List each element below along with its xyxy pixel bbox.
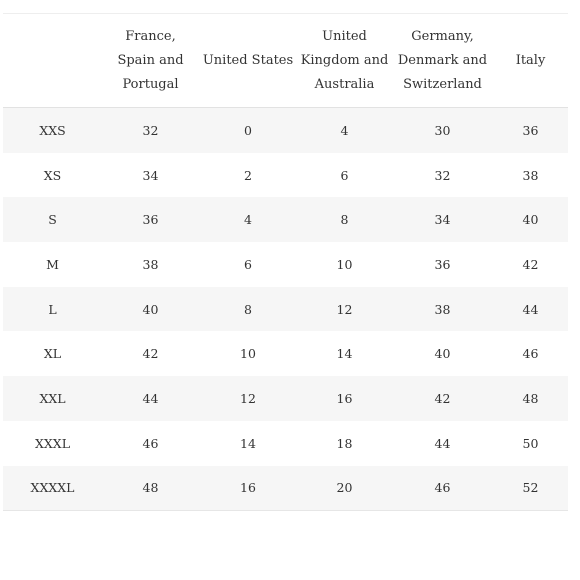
table-cell: 12 (297, 287, 392, 332)
size-label-cell: S (3, 197, 102, 242)
table-cell: 4 (297, 108, 392, 153)
table-cell: 46 (142, 435, 159, 451)
table-row (3, 466, 568, 511)
table-cell: 6 (340, 167, 349, 183)
size-label-cell: XXS (3, 108, 102, 153)
header-cell-france-spain-portugal: France, Spain and Portugal (102, 14, 199, 108)
table-cell: 42 (522, 256, 539, 272)
table-cell: 40 (102, 287, 199, 332)
table-row (3, 153, 568, 198)
table-cell: 6 (244, 256, 252, 272)
table-cell: 36 (493, 108, 568, 153)
table-cell: 44 (102, 376, 199, 421)
header-cell-germany-denmark-switzerland: Germany, Denmark and Switzerland (392, 14, 493, 108)
size-label-cell: XXXL (35, 435, 70, 451)
table-row (3, 197, 568, 242)
table-cell: 40 (434, 346, 451, 362)
size-label-cell: XXL (3, 376, 102, 421)
table-cell: 36 (434, 256, 451, 272)
table-cell: 36 (102, 197, 199, 242)
table-row (3, 331, 568, 376)
table-cell: 14 (240, 435, 256, 451)
table-cell: 32 (102, 108, 199, 153)
size-label-cell: XS (43, 167, 62, 183)
table-row (3, 376, 568, 421)
table-row (3, 421, 568, 466)
table-cell: 32 (434, 167, 451, 183)
table-cell: 12 (199, 376, 297, 421)
table-cell: 14 (336, 346, 353, 362)
table-cell: 38 (522, 167, 539, 183)
size-label-cell: L (3, 287, 102, 332)
table-cell: 46 (392, 466, 493, 511)
table-cell: 38 (392, 287, 493, 332)
table-row (3, 287, 568, 332)
table-row (3, 108, 568, 153)
table-row (3, 242, 568, 287)
table-cell: 8 (297, 197, 392, 242)
table-cell: 48 (493, 376, 568, 421)
table-cell: 30 (392, 108, 493, 153)
table-cell: 20 (297, 466, 392, 511)
table-cell: 10 (336, 256, 353, 272)
table-cell: 40 (493, 197, 568, 242)
table-cell: 34 (392, 197, 493, 242)
size-label-cell: XL (43, 346, 62, 362)
header-cell-uk-australia: United Kingdom and Australia (297, 14, 392, 108)
size-label-cell: XXXXL (3, 466, 102, 511)
table-cell: 44 (434, 435, 451, 451)
size-label-cell: M (46, 256, 59, 272)
table-header (3, 14, 568, 108)
table-cell: 10 (240, 346, 256, 362)
header-cell-united-states: United States (199, 14, 297, 108)
table-cell: 44 (493, 287, 568, 332)
table-cell: 42 (392, 376, 493, 421)
table-cell: 42 (142, 346, 159, 362)
size-conversion-table (3, 13, 568, 511)
table-cell: 46 (522, 346, 539, 362)
table-body (3, 108, 568, 511)
header-row (3, 14, 568, 108)
table-cell: 38 (142, 256, 159, 272)
table-cell: 4 (199, 197, 297, 242)
table-cell: 52 (493, 466, 568, 511)
header-cell-size (3, 14, 102, 108)
table-cell: 48 (102, 466, 199, 511)
table-cell: 0 (199, 108, 297, 153)
table-cell: 18 (336, 435, 353, 451)
table-cell: 50 (522, 435, 539, 451)
table-cell: 16 (297, 376, 392, 421)
table-cell: 16 (199, 466, 297, 511)
table-cell: 34 (142, 167, 159, 183)
table-cell: 2 (244, 167, 252, 183)
table-cell: 8 (199, 287, 297, 332)
header-cell-italy: Italy (493, 14, 568, 108)
